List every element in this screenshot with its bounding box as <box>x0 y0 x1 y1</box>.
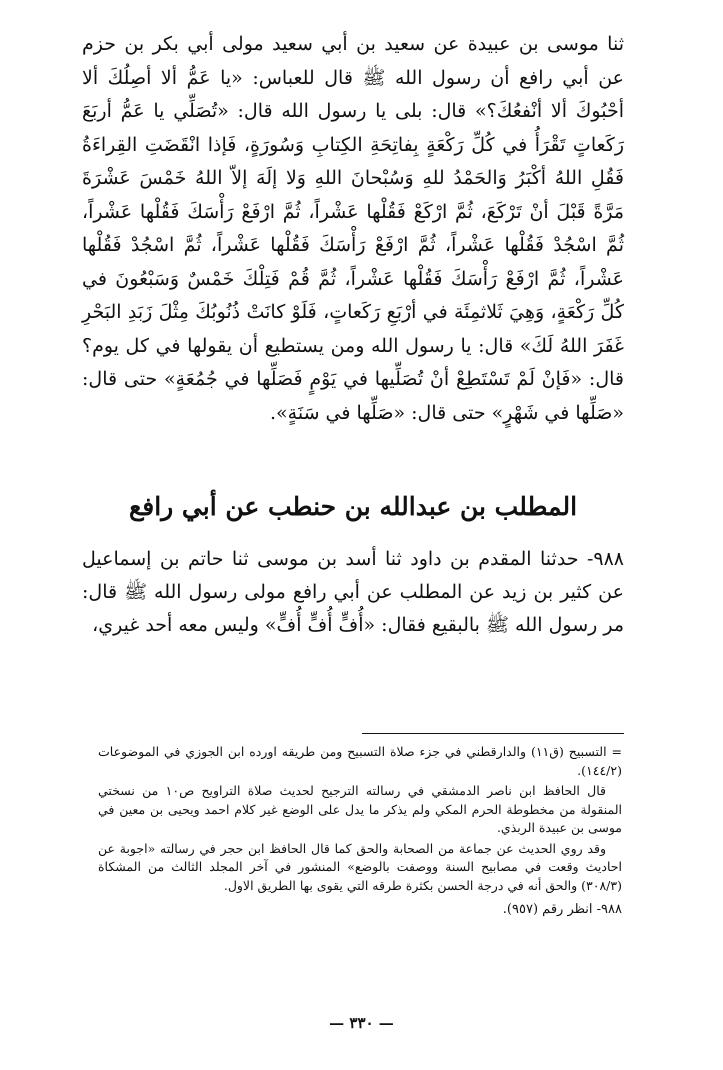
footnote-3: وقد روي الحديث عن جماعة من الصحابة والحق كما قال الحافظ ابن حجر في رسالته «اجوبة عن احاديث وقعت في مصابيح السنة ووصفت بالوضع» المنشور في آخر المجلد الثالث من المشكاة (٣٠٨/٣) والحق أنه في درجة الحسن بكثرة طرقه التي يقوى بها الطريق الاول. <box>98 840 622 893</box>
hadith-988-block <box>82 543 624 642</box>
page-number-dash-left: — <box>329 1014 350 1032</box>
footnote-2: قال الحافظ ابن ناصر الدمشقي في رسالته الترجيح لحديث صلاة التراويح ص١٠ من نسختي المنقولة من مخطوطة الحرم المكي ولم يذكر ما يدل على الوضع غير كلام احمد ويحيى بن معين في موسى بن عبيدة الربذي. <box>98 783 622 835</box>
footnote-1: = التسبيح (ق١١) والدارقطني في جزء صلاة التسبيح ومن طريقه اورده ابن الجوزي في الموضوعات (١٤٤/٢). <box>98 744 622 778</box>
footnote-4: ٩٨٨- انظر رقم (٩٥٧). <box>502 902 622 917</box>
main-text-block <box>82 28 624 430</box>
hadith-988-text: ٩٨٨- حدثنا المقدم بن داود ثنا أسد بن موسى ثنا حاتم بن إسماعيل عن كثير بن زيد عن المطلب عن أبي رافع مولى رسول الله ﷺ قال: مر رسول الله ﷺ بالبقيع فقال: «أُفٍّ أُفٍّ أُفٍّ» وليس معه أحد غيري، <box>82 548 624 636</box>
page-number-dash-right: — <box>373 1014 394 1032</box>
page-number-value: ٣٣٠ <box>349 1014 374 1032</box>
footnotes <box>98 743 622 922</box>
footnote-divider <box>362 733 624 734</box>
section-heading: المطلب بن عبدالله بن حنطب عن أبي رافع <box>128 492 578 521</box>
page-number <box>0 1014 723 1032</box>
hadith-987-text: ثنا موسى بن عبيدة عن سعيد بن أبي سعيد مولى أبي بكر بن حزم عن أبي رافع أن رسول الله ﷺ قال للعباس: «يا عَمُّ ألا أصِلُكَ ألا أحْبُوكَ ألا أنْفعُكَ؟» قال: بلى يا رسول الله قال: «تُصَلِّي يا عَمُّ أربَعَ رَكَعاتٍ تَقْرَأُ في كُلِّ رَكْعَةٍ بِفاتِحَةِ الكِتابِ وَسُورَةٍ، فَإذا انْقَضَتِ القِراءَةُ فَقُلِ اللهُ أكْبَرُ وَالحَمْدُ للهِ وَسُبْحانَ اللهِ وَلا إلَهَ إلاّ اللهُ خَمْسَ عَشْرَةَ مَرَّةً قَبْلَ أنْ تَرْكَعَ، ثُمَّ ارْكَعْ فَقُلْها عَشْراً، ثُمَّ ارْفَعْ رَأْسَكَ فَقُلْها عَشْراً، ثُمَّ اسْجُدْ فَقُلْها عَشْراً، ثُمَّ ارْفَعْ رَأْسَكَ فَقُلْها عَشْراً، ثُمَّ اسْجُدْ فَقُلْها عَشْراً، ثُمَّ ارْفَعْ رَأْسَكَ فَقُلْها عَشْراً، ثُمَّ قُمْ فَتِلْكَ خَمْسٌ وَسَبْعُونَ في كُلِّ رَكْعَةٍ، وَهِيَ ثَلاثمِئَة في أرْبَعِ رَكَعاتٍ، فَلَوْ كانَتْ ذُنُوبُكَ مِثْلَ زَبَدِ البَحْرِ غَفَرَ اللهُ لَكَ» قال: يا رسول الله ومن يستطيع أن يقولها في كل يوم؟ قال: «فَإنْ لَمْ تَسْتَطِعْ أنْ تُصَلِّيها في يَوْمٍ فَصَلِّها في جُمُعَةٍ» حتى قال: «صَلِّها في شَهْرٍ» حتى قال: «صَلِّها في سَنَةٍ». <box>82 33 624 424</box>
